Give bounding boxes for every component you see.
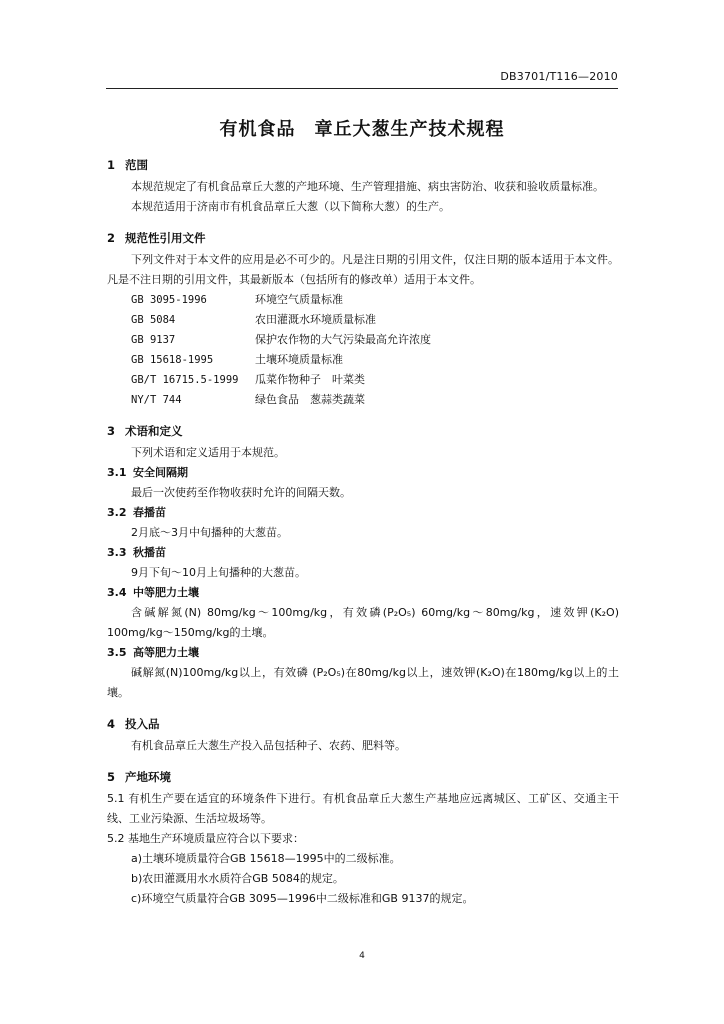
paragraph: 有机食品章丘大葱生产投入品包括种子、农药、肥料等。 xyxy=(131,739,406,752)
reference-code: GB 15618-1995 xyxy=(131,354,214,366)
term-definition: 碱解氮(N)100mg/kg以上，有效磷 (P₂O₅)在80mg/kg以上，速效钾(K₂O)在180mg/kg以上的土壤。 xyxy=(107,666,619,699)
section-heading-3 xyxy=(107,421,619,441)
term-title: 中等肥力土壤 xyxy=(133,586,199,599)
term-heading xyxy=(107,463,619,483)
term-heading xyxy=(107,503,619,523)
section-number: 1 xyxy=(107,158,116,172)
reference-row xyxy=(107,290,619,310)
section-title: 规范性引用文件 xyxy=(125,231,206,245)
section-heading-5 xyxy=(107,767,619,787)
term-number: 3.3 xyxy=(107,546,127,559)
paragraph: 下列术语和定义适用于本规范。 xyxy=(131,446,285,459)
term-definition: 2月底～3月中旬播种的大葱苗。 xyxy=(131,526,288,539)
term-title: 高等肥力土壤 xyxy=(133,646,199,659)
reference-code: GB 3095-1996 xyxy=(131,294,207,306)
clause-5-1: 5.1 有机生产要在适宜的环境条件下进行。有机食品章丘大葱生产基地应远离城区、工矿区、交通主干线、工业污染源、生活垃圾场等。 xyxy=(107,792,619,825)
reference-name: 农田灌溉水环境质量标准 xyxy=(255,313,376,326)
term-definition: 含碱解氮(N) 80mg/kg～100mg/kg，有效磷(P₂O₅) 60mg/kg～80mg/kg，速效钾(K₂O) 100mg/kg～150mg/kg的土壤。 xyxy=(107,606,619,639)
document-body xyxy=(107,155,619,909)
header-rule xyxy=(106,88,618,89)
reference-name: 绿色食品 葱蒜类蔬菜 xyxy=(255,393,365,406)
reference-row xyxy=(107,310,619,330)
list-item: c)环境空气质量符合GB 3095—1996中二级标准和GB 9137的规定。 xyxy=(131,892,474,905)
reference-name: 土壤环境质量标准 xyxy=(255,353,343,366)
term-heading xyxy=(107,643,619,663)
section-heading-4 xyxy=(107,714,619,734)
paragraph: 下列文件对于本文件的应用是必不可少的。凡是注日期的引用文件，仅注日期的版本适用于本文件。凡是不注日期的引用文件，其最新版本（包括所有的修改单）适用于本文件。 xyxy=(107,253,619,286)
section-heading-1 xyxy=(107,155,619,175)
term-number: 3.4 xyxy=(107,586,127,599)
reference-row xyxy=(107,390,619,410)
term-title: 安全间隔期 xyxy=(133,466,188,479)
reference-name: 瓜菜作物种子 叶菜类 xyxy=(255,373,365,386)
reference-row xyxy=(107,330,619,350)
term-number: 3.1 xyxy=(107,466,127,479)
section-number: 4 xyxy=(107,717,116,731)
clause-5-2: 5.2 基地生产环境质量应符合以下要求： xyxy=(107,832,304,845)
term-heading xyxy=(107,583,619,603)
reference-row xyxy=(107,350,619,370)
list-item: b)农田灌溉用水水质符合GB 5084的规定。 xyxy=(131,872,344,885)
section-number: 5 xyxy=(107,770,116,784)
term-heading xyxy=(107,543,619,563)
reference-code: GB/T 16715.5-1999 xyxy=(131,374,239,386)
term-title: 秋播苗 xyxy=(133,546,166,559)
section-number: 3 xyxy=(107,424,116,438)
reference-code: NY/T 744 xyxy=(131,394,182,406)
reference-code: GB 5084 xyxy=(131,314,176,326)
reference-code: GB 9137 xyxy=(131,334,176,346)
page-number: 4 xyxy=(359,951,365,961)
section-title: 产地环境 xyxy=(125,770,171,784)
reference-name: 环境空气质量标准 xyxy=(255,293,343,306)
standard-code: DB3701/T116—2010 xyxy=(500,70,618,83)
section-title: 术语和定义 xyxy=(125,424,183,438)
reference-row xyxy=(107,370,619,390)
term-title: 春播苗 xyxy=(133,506,166,519)
paragraph: 本规范规定了有机食品章丘大葱的产地环境、生产管理措施、病虫害防治、收获和验收质量标准。 xyxy=(131,180,604,193)
reference-name: 保护农作物的大气污染最高允许浓度 xyxy=(255,333,431,346)
term-definition: 9月下旬～10月上旬播种的大葱苗。 xyxy=(131,566,306,579)
list-item: a)土壤环境质量符合GB 15618—1995中的二级标准。 xyxy=(131,852,401,865)
document-title: 有机食品 章丘大葱生产技术规程 xyxy=(219,119,505,140)
term-number: 3.2 xyxy=(107,506,127,519)
section-number: 2 xyxy=(107,231,116,245)
section-heading-2 xyxy=(107,228,619,248)
section-title: 范围 xyxy=(125,158,148,172)
section-title: 投入品 xyxy=(125,717,160,731)
paragraph: 本规范适用于济南市有机食品章丘大葱（以下简称大葱）的生产。 xyxy=(131,200,450,213)
term-definition: 最后一次使药至作物收获时允许的间隔天数。 xyxy=(131,486,351,499)
term-number: 3.5 xyxy=(107,646,127,659)
